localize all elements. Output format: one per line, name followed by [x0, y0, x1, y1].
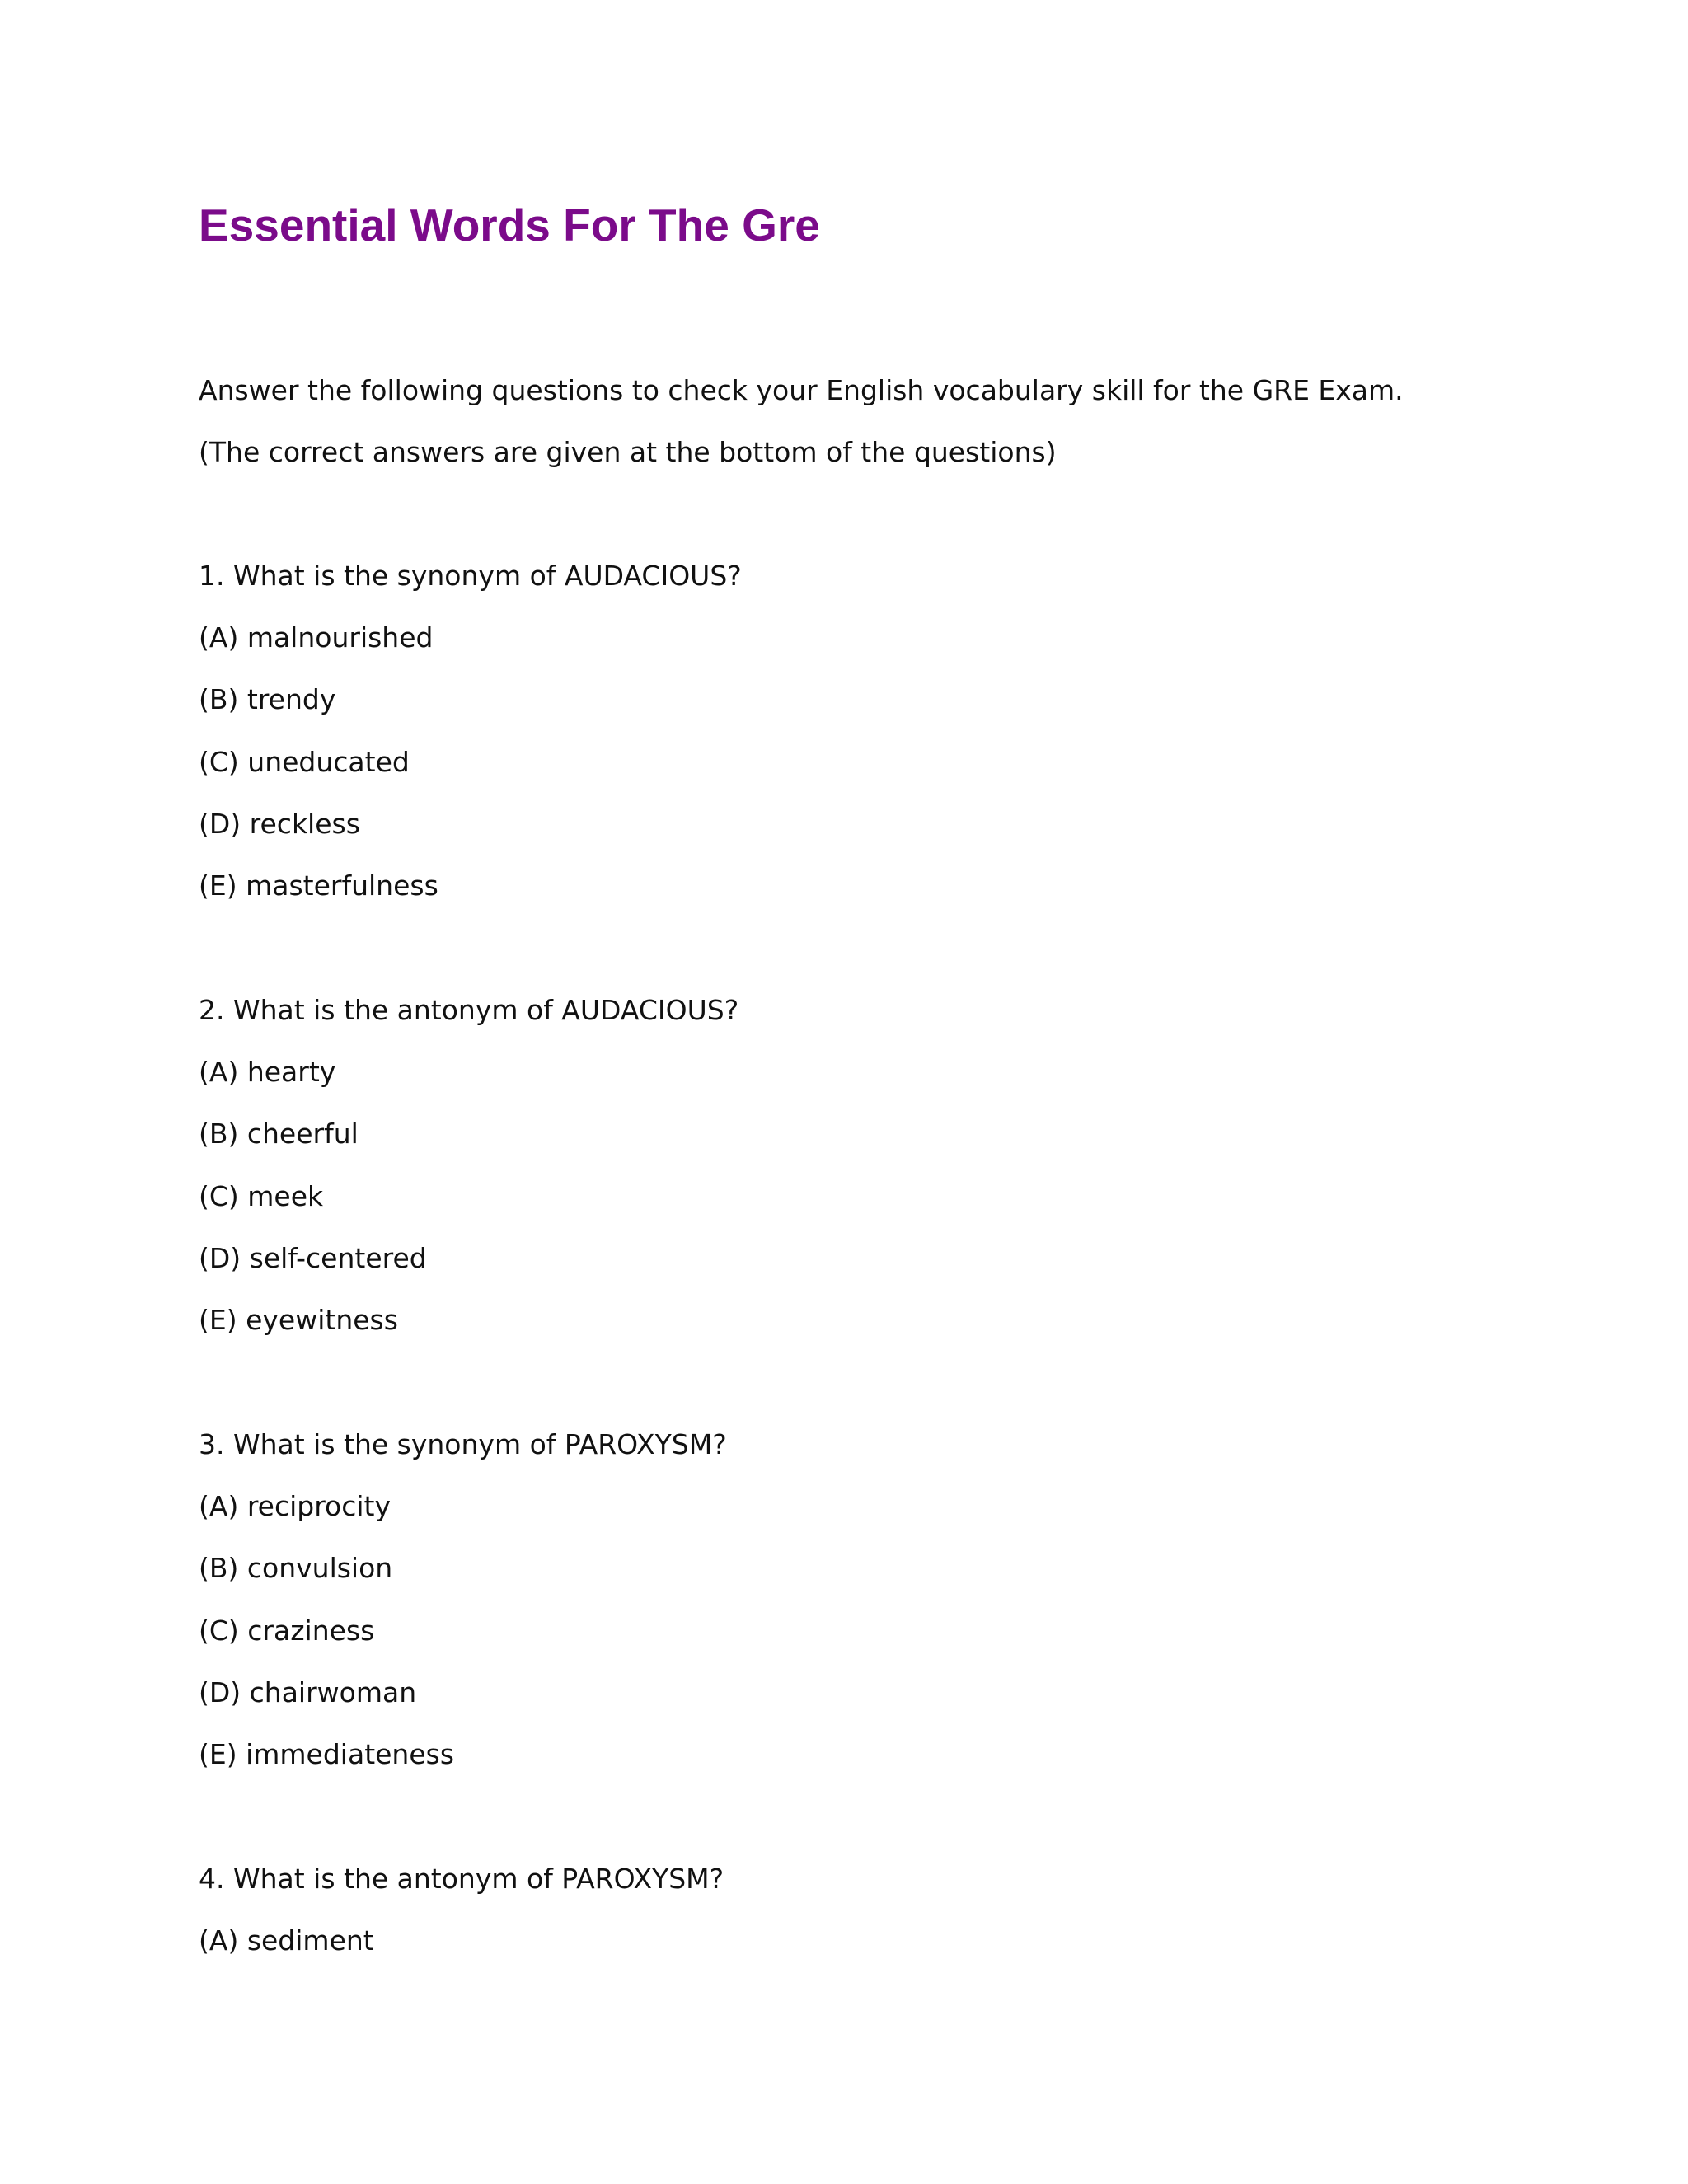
document-title: Essential Words For The Gre	[199, 199, 820, 251]
question-2-option-b: (B) cheerful	[199, 1118, 359, 1150]
question-2-prompt: 2. What is the antonym of AUDACIOUS?	[199, 994, 739, 1026]
intro-text: Answer the following questions to check your English vocabulary skill for the GRE Exam.	[199, 374, 1404, 406]
question-2-option-d: (D) self-centered	[199, 1242, 427, 1274]
question-1-option-e: (E) masterfulness	[199, 869, 438, 902]
question-3-option-d: (D) chairwoman	[199, 1676, 417, 1708]
question-1-prompt: 1. What is the synonym of AUDACIOUS?	[199, 560, 742, 592]
question-1-option-b: (B) trendy	[199, 683, 336, 715]
answers-note: (The correct answers are given at the bottom of the questions)	[199, 436, 1057, 468]
question-2-option-a: (A) hearty	[199, 1056, 336, 1088]
question-1-option-d: (D) reckless	[199, 808, 360, 840]
question-3-option-c: (C) craziness	[199, 1615, 375, 1647]
question-3-option-b: (B) convulsion	[199, 1552, 393, 1584]
question-1-option-c: (C) uneducated	[199, 746, 410, 778]
question-1-option-a: (A) malnourished	[199, 621, 434, 654]
question-4-prompt: 4. What is the antonym of PAROXYSM?	[199, 1863, 724, 1895]
question-3-prompt: 3. What is the synonym of PAROXYSM?	[199, 1428, 727, 1460]
question-2-option-e: (E) eyewitness	[199, 1304, 398, 1336]
question-4-option-a: (A) sediment	[199, 1924, 374, 1957]
question-3-option-e: (E) immediateness	[199, 1738, 455, 1770]
question-3-option-a: (A) reciprocity	[199, 1490, 392, 1522]
question-2-option-c: (C) meek	[199, 1180, 324, 1212]
